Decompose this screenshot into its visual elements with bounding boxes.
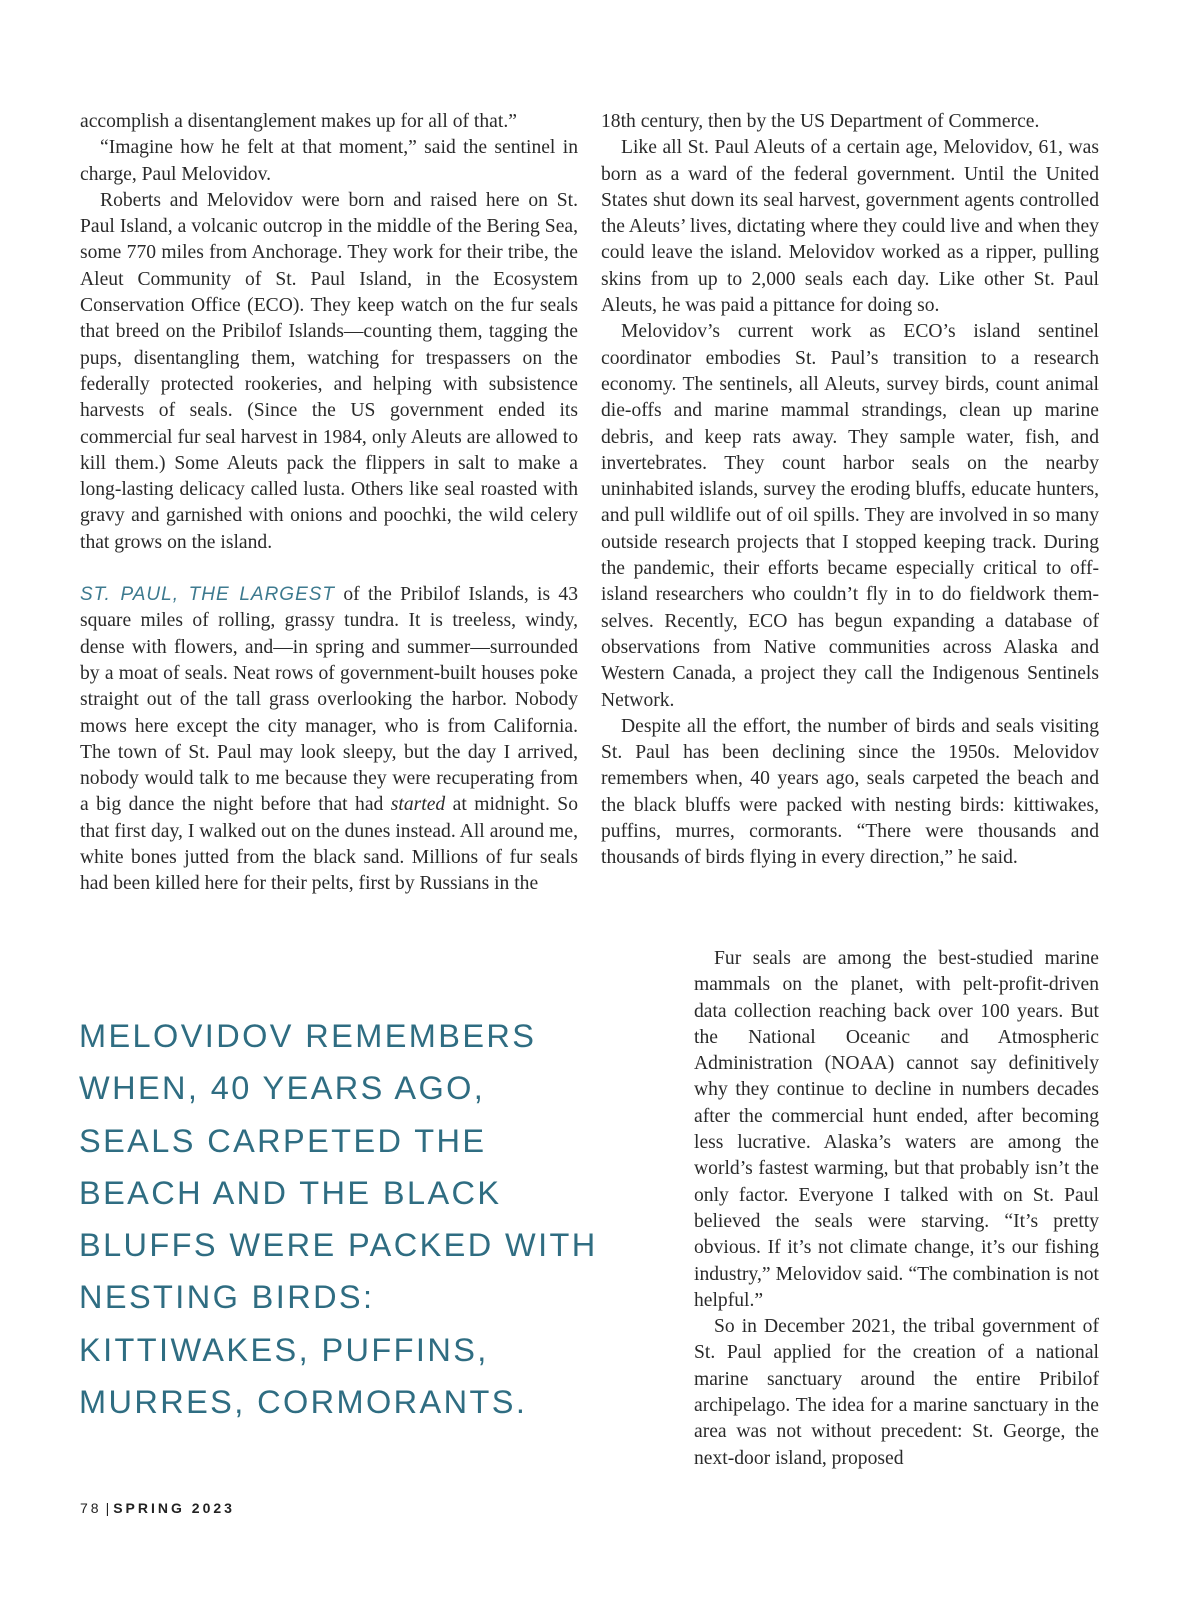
paragraph: Melovidov’s current work as ECO’s island sentinel coordinator embodies St. Paul’s transition to a research economy. The sentinels, all Aleuts, survey birds, count animal die-offs and marine mammal strandings, clean up marine debris, and keep rats away. They sample water, fish, and invertebrates. They count harbor seals on the nearby uninhabited islands, survey the eroding bluffs, educate hunters, and pull wildlife out of oil spills. They are involved in so many outside research projects that I stopped keeping track. During the pandemic, their efforts became especially critical to off-island researchers who couldn’t fly in to do fieldwork themselves. Recently, ECO has begun expanding a database of observations from Native communities across Alaska and Western Canada, a project they call the Indigenous Sentinels Network. — [601, 321, 1099, 711]
paragraph: accomplish a disentanglement makes up for all of that.” — [80, 111, 517, 132]
paragraph: Roberts and Melovidov were born and raised here on St. Paul Island, a volcanic outcrop in the middle of the Bering Sea, some 770 miles from Anchorage. They work for their tribe, the Aleut Community of St. Paul Island, in the Ecosystem Conservation Office (ECO). They keep watch on the fur seals that breed on the Pribilof Islands—counting them, tagging the pups, disentangling them, watching for trespassers on the federally protected rookeries, and helping with subsistence harvests of seals. (Since the US government ended its commercial fur seal harvest in 1984, only Aleuts are allowed to kill them.) Some Aleuts pack the flippers in salt to make a long-lasting delicacy called lusta. Others like seal roasted with gravy and garnished with onions and poochki, the wild celery that grows on the island. — [80, 189, 578, 553]
paragraph: So in December 2021, the tribal government of St. Paul applied for the creation of a national marine sanctuary around the entire Pribilof archipelago. The idea for a marine sanctuary in the area was not without precedent: St. George, the next-door island, proposed — [694, 1316, 1099, 1469]
paragraph: Like all St. Paul Aleuts of a certain age, Melovidov, 61, was born as a ward of the federal government. Until the United States shut down its seal harvest, government agents controlled the Aleuts’ lives, dictating where they could live and when they could leave the island. Melovidov worked as a ripper, pulling skins from up to 2,000 seals each day. Like other St. Paul Aleuts, he was paid a pittance for doing so. — [601, 137, 1099, 317]
section-paragraph — [80, 582, 578, 898]
issue-label: SPRING 2023 — [113, 1500, 235, 1516]
paragraph-text: of the Pribilof Islands, is 43 square miles of rolling, grassy tundra. It is treeless, windy, dense with flowers, and—in spring and summer—surrounded by a moat of seals. Neat rows of government-built houses poke straight out of the tall grass overlooking the harbor. Nobody mows here except the city manager, who is from California. The town of St. Paul may look sleepy, but the day I arrived, nobody would talk to me because they were recuperating from a big dance the night before that had — [80, 584, 578, 816]
paragraph: Despite all the effort, the number of birds and seals visiting St. Paul has been declining since the 1950s. Melovidov remembers when, 40 years ago, seals carpeted the beach and the black bluffs were packed with nesting birds: kittiwakes, puffins, murres, cormorants. “There were thousands and thousands of birds flying in every direction,” he said. — [601, 715, 1099, 869]
right-column — [601, 109, 1099, 872]
paragraph: Fur seals are among the best-studied marine mammals on the planet, with pelt-profit-driven data collection reaching back over 100 years. But the National Oceanic and Atmospheric Administration (NOAA) cannot say definitively why they continue to decline in numbers decades after the commercial hunt ended, after becoming less lucrative. Alaska’s waters are among the world’s fastest warming, but that probably isn’t the only factor. Everyone I talked with on St. Paul believed the seals were starving. “It’s pretty obvious. If it’s not climate change, it’s our fishing industry,” Melovidov said. “The combination is not helpful.” — [694, 948, 1099, 1311]
paragraph: 18th century, then by the US Department of Commerce. — [601, 111, 1040, 132]
emphasis-text: started — [390, 794, 446, 816]
footer-separator: | — [105, 1500, 110, 1516]
page-number: 78 — [80, 1500, 102, 1516]
page-footer — [80, 1500, 235, 1516]
right-column-narrow — [694, 946, 1099, 1472]
pull-quote: MELOVIDOV REMEMBERS WHEN, 40 YEARS AGO, SEALS CARPETED THE BEACH AND THE BLACK BLUFFS WERE PACKED WITH NESTING BIRDS: KITTIWAKES, PUFFINS, MURRES, CORMORANTS. — [79, 1018, 598, 1421]
paragraph-text-end: at midnight. So that first day, I walked out on the dunes instead. All around me, white bones jutted from the black sand. Millions of fur seals had been killed here for their pelts, first by Russians in the — [80, 794, 578, 895]
left-column — [80, 109, 578, 898]
paragraph: “Imagine how he felt at that moment,” said the sentinel in charge, Paul Melovidov. — [80, 137, 578, 185]
section-lead-in: ST. PAUL, THE LARGEST — [80, 584, 336, 606]
